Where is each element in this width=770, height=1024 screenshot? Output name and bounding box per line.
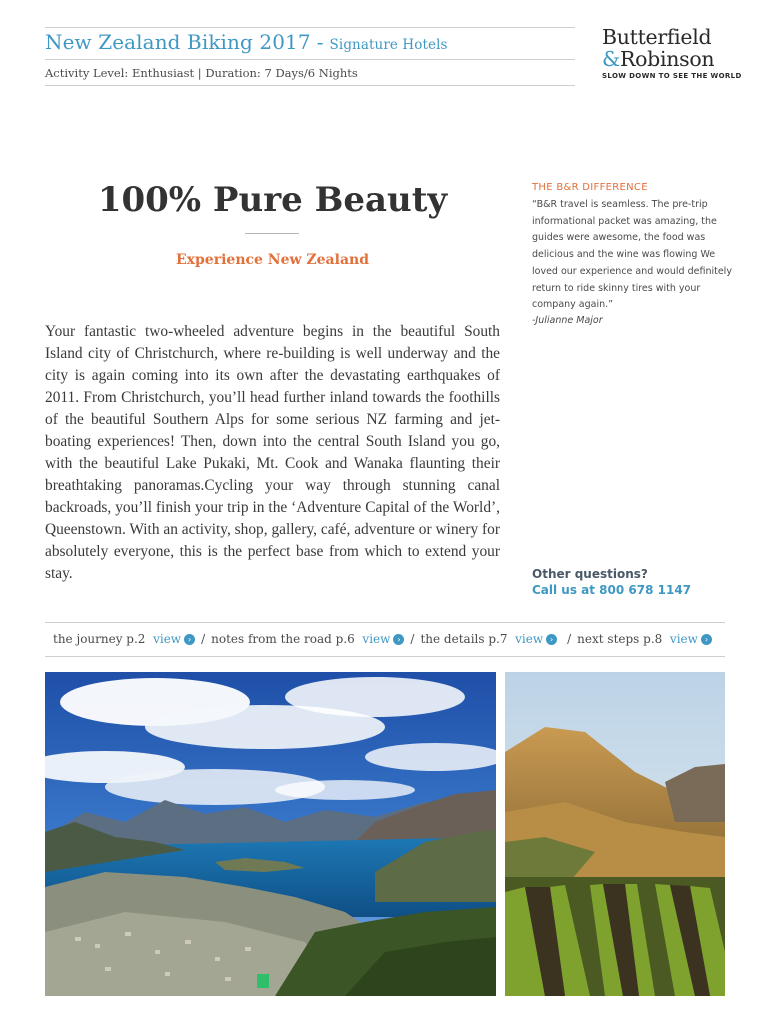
trip-meta: Activity Level: Enthusiast | Duration: 7 Days/6 Nights [45,66,358,80]
nav-view-link[interactable]: view [362,631,391,646]
testimonial-quote: “B&R travel is seamless. The pre-trip informational packet was amazing, the guides were awesome, the food was delicious and the wine was flowing We loved our experience and would definitely return to ride skinny tires with your company again.” [532,199,732,311]
nav-separator: / [567,631,572,646]
chevron-right-circle-icon[interactable]: › [393,634,404,645]
nav-item-label: notes from the road p.6 [211,631,355,646]
header-top-rule [45,27,575,28]
nav-item-notes[interactable] [211,632,404,646]
chevron-right-circle-icon[interactable]: › [546,634,557,645]
brand-logo [602,26,742,80]
nav-view-link[interactable]: view [153,631,182,646]
nav-top-rule [45,622,725,623]
headline-divider [245,233,299,234]
trip-title-text: New Zealand Biking 2017 [45,30,311,54]
trip-subtitle: Signature Hotels [329,37,448,53]
phone-link[interactable]: Call us at 800 678 1147 [532,583,692,597]
logo-tagline: SLOW DOWN TO SEE THE WORLD [602,72,742,80]
page-headline: 100% Pure Beauty [97,180,448,220]
trip-title-separator: - [316,30,324,54]
trip-title [45,30,585,54]
questions-label: Other questions? [532,567,648,581]
queenstown-lake-photo [45,672,496,996]
section-nav [53,631,725,651]
nav-item-details[interactable] [420,632,557,646]
testimonial-attribution: -Julianne Major [532,315,603,326]
nav-item-label: next steps p.8 [577,631,663,646]
nav-separator: / [201,631,206,646]
nav-bottom-rule [45,656,725,657]
logo-ampersand: & [602,47,620,71]
nav-item-label: the details p.7 [420,631,508,646]
nav-view-link[interactable]: view [669,631,698,646]
testimonial-label: THE B&R DIFFERENCE [532,182,648,193]
page-subheadline: Experience New Zealand [176,252,369,268]
header-bottom-rule [45,85,575,86]
nav-item-label: the journey p.2 [53,631,146,646]
nav-item-journey[interactable] [53,632,195,646]
nav-view-link[interactable]: view [515,631,544,646]
nav-item-next-steps[interactable] [577,632,712,646]
logo-line-2-text: Robinson [619,47,715,71]
logo-line-2 [602,48,742,70]
chevron-right-circle-icon[interactable]: › [184,634,195,645]
logo-line-1: Butterfield [602,25,712,49]
chevron-right-circle-icon[interactable]: › [701,634,712,645]
header-middle-rule [45,59,575,60]
intro-paragraph: Your fantastic two-wheeled adventure begins in the beautiful South Island city of Christchurch, where re-building is well underway and the city is again coming into its own after the devastating earthquakes of 2011. From Christchurch, you’ll head further inland towards the foothills of the beautiful Southern Alps for some serious NZ farming and jet-boating experiences! Then, down into the central South Island you go, with the beautiful Lake Pukaki, Mt. Cook and Wanaka flaunting their breathtaking panoramas.Cycling your way through stunning canal backroads, you’ll finish your trip in the ‘Adventure Capital of the World’, Queenstown. With an activity, shop, gallery, café, adventure or winery for absolutely everyone, this is the perfect base from which to extend your stay. [45,323,500,582]
nav-separator: / [410,631,415,646]
vineyard-photo [505,672,725,996]
